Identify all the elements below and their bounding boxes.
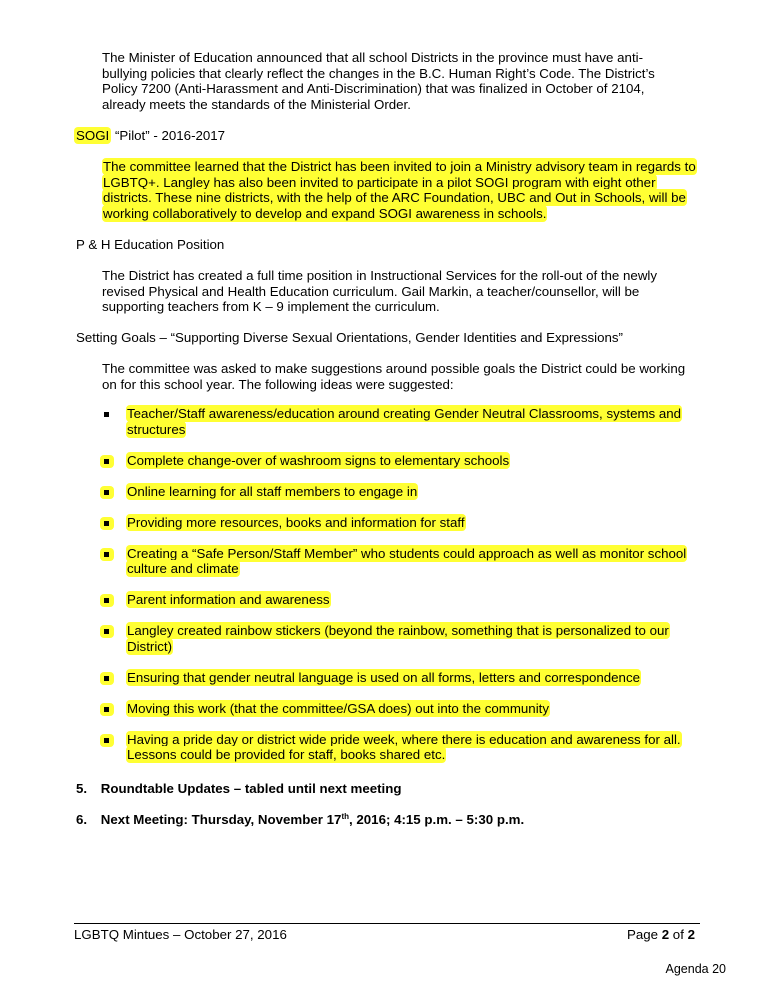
- list-item: [100, 515, 700, 531]
- list-item-text: Creating a “Safe Person/Staff Member” who students could approach as well as monitor school culture and climate: [127, 545, 687, 576]
- bullet-icon: [100, 594, 114, 607]
- bullet-icon: [100, 486, 114, 499]
- footer-page-num: 2: [661, 927, 670, 942]
- goals-list: [100, 406, 700, 763]
- footer-left: LGBTQ Mintues – October 27, 2016: [74, 927, 287, 942]
- item-6-number: 6.: [76, 812, 88, 827]
- bullet-icon: [100, 517, 114, 530]
- item-6-text-before: Next Meeting: Thursday, November 17: [100, 812, 342, 827]
- footer-divider: [74, 923, 700, 924]
- agenda-label: Agenda 20: [665, 962, 726, 976]
- intro-text: The Minister of Education announced that all school Districts in the province must have anti-bullying policies that clearly reflect the changes in the B.C. Human Right’s Code. The District’s Policy 7200 (Anti-Harassment and Anti-Discrimination) that was finalized in October of 2104, already meets the standards of the Ministerial Order.: [102, 50, 655, 112]
- list-item-text: Moving this work (that the committee/GSA does) out into the community: [127, 700, 549, 716]
- item-5-text: Roundtable Updates – tabled until next meeting: [100, 781, 402, 796]
- sogi-title-rest: “Pilot” - 2016-2017: [111, 128, 226, 143]
- bullet-icon: [100, 548, 114, 561]
- ph-position-text: The District has created a full time position in Instructional Services for the roll-out of the newly revised Physical and Health Education curriculum. Gail Markin, a teacher/counsellor, will be supporting teachers from K – 9 implement the curriculum.: [102, 268, 658, 314]
- list-item: [100, 484, 700, 500]
- sogi-text: The committee learned that the District has been invited to join a Ministry advisory team in regards to LGBTQ+. Langley has also been invited to participate in a pilot SOGI program with eight other districts. These nine districts, with the help of the ARC Foundation, UBC and Out in Schools, will be working collaboratively to develop and expand SOGI awareness in schools.: [103, 159, 696, 221]
- list-item: [100, 406, 700, 437]
- list-item-text: Online learning for all staff members to engage in: [127, 483, 418, 499]
- list-item: [100, 453, 700, 469]
- list-item-text: Complete change-over of washroom signs to elementary schools: [127, 452, 510, 468]
- ph-position-paragraph: [102, 268, 702, 315]
- intro-paragraph: [102, 50, 687, 112]
- item-6-text-after: , 2016; 4:15 p.m. – 5:30 p.m.: [349, 812, 525, 827]
- list-item-text: Having a pride day or district wide pride week, where there is education and awareness for all. Lessons could be provided for staff, books shared etc.: [127, 731, 681, 762]
- bullet-icon: [100, 672, 114, 685]
- list-item-text: Langley created rainbow stickers (beyond the rainbow, something that is personalized to our District): [127, 623, 669, 654]
- list-item: [100, 546, 700, 577]
- footer-page-number: [627, 927, 695, 943]
- list-item-text: Ensuring that gender neutral language is used on all forms, letters and correspondence: [127, 669, 640, 685]
- bullet-icon: [100, 734, 114, 747]
- item-6-superscript: th: [341, 812, 349, 821]
- list-item-text: Teacher/Staff awareness/education around creating Gender Neutral Classrooms, systems and structures: [127, 406, 682, 437]
- goals-intro-text: The committee was asked to make suggestions around possible goals the District could be working on for this school year. The following ideas were suggested:: [102, 361, 686, 392]
- bullet-icon: [100, 455, 114, 468]
- sogi-label: SOGI: [76, 128, 110, 143]
- sogi-heading: [74, 128, 225, 144]
- footer-page-of: of: [669, 927, 688, 942]
- list-item: [100, 592, 700, 608]
- bullet-icon: [100, 703, 114, 716]
- ph-position-heading: P & H Education Position: [76, 237, 225, 252]
- item-5-number: 5.: [76, 781, 88, 796]
- list-item: [100, 732, 700, 763]
- list-item: [100, 701, 700, 717]
- agenda-item-5: [76, 781, 401, 797]
- list-item-text: Parent information and awareness: [127, 592, 330, 607]
- goals-intro: [102, 361, 702, 392]
- list-item: [100, 623, 700, 654]
- goals-heading: Setting Goals – “Supporting Diverse Sexual Orientations, Gender Identities and Expressions”: [76, 330, 623, 345]
- item-6-text: [101, 812, 524, 827]
- agenda-item-6: [76, 812, 524, 828]
- list-item-text: Providing more resources, books and information for staff: [127, 514, 465, 530]
- footer-page-total: 2: [687, 927, 695, 942]
- bullet-icon: [100, 408, 114, 421]
- sogi-paragraph: [102, 159, 702, 221]
- bullet-icon: [100, 625, 114, 638]
- footer-page-word: Page: [626, 927, 662, 942]
- list-item: [100, 670, 700, 686]
